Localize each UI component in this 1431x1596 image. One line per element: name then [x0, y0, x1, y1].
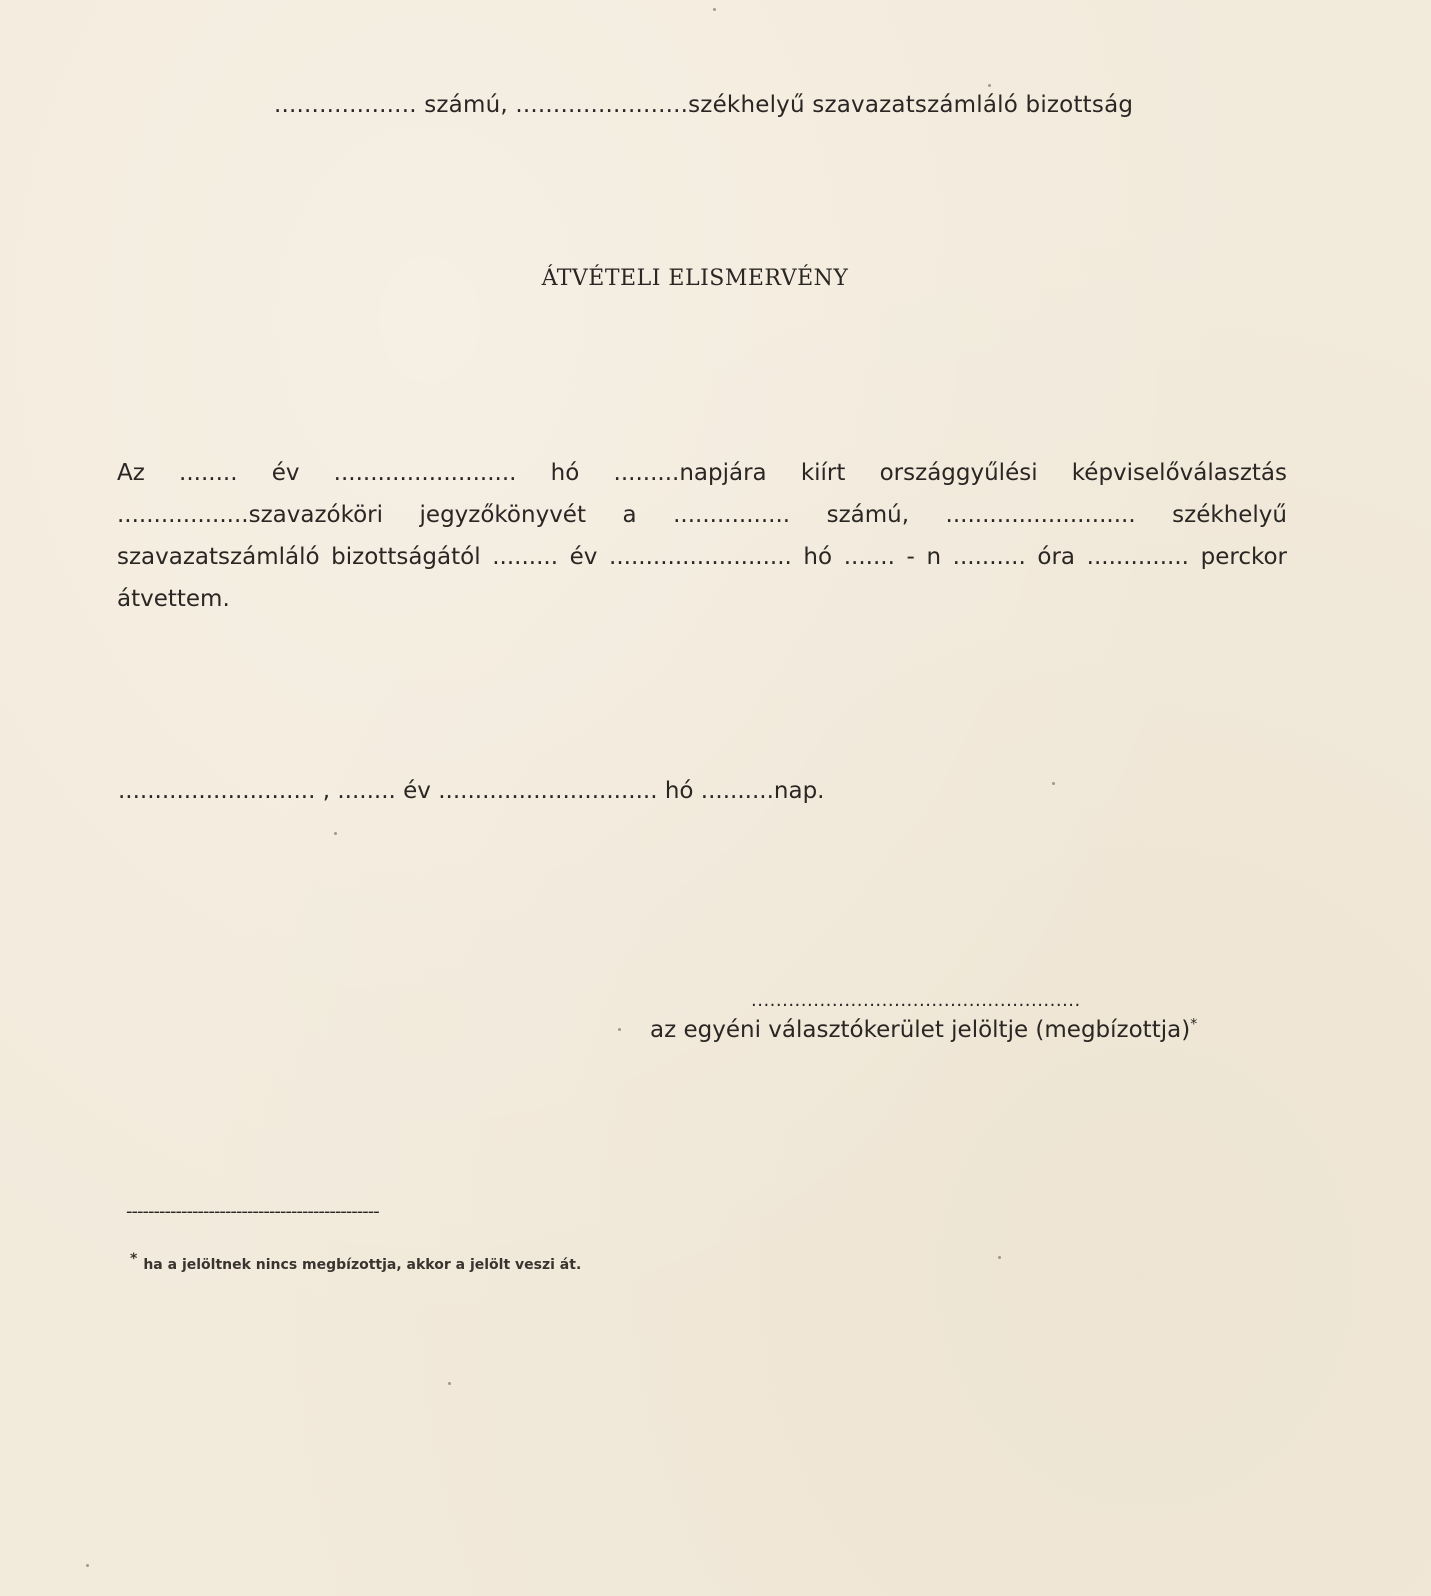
date-line: ........................... , ........ év .............................. hó ..........nap.: [118, 778, 825, 804]
document-title: ÁTVÉTELI ELISMERVÉNY: [541, 266, 849, 291]
footnote: [130, 1251, 582, 1273]
committee-header-line: ................... számú, .......................székhelyű szavazatszámláló bizottság: [274, 92, 1134, 118]
paper-speck: [988, 84, 991, 87]
footnote-text: ha a jelöltnek nincs megbízottja, akkor a jelölt veszi át.: [143, 1257, 582, 1273]
footnote-separator: ----------------------------------------------: [126, 1201, 379, 1222]
paper-speck: [448, 1382, 451, 1385]
footnote-mark: *: [130, 1251, 138, 1268]
paper-speck: [1052, 782, 1055, 785]
paper-speck: [713, 8, 716, 11]
footnote-reference-mark: *: [1190, 1016, 1198, 1033]
signature-line: .....................................................: [751, 990, 1081, 1011]
paper-speck: [334, 832, 337, 835]
paper-speck: [86, 1564, 89, 1567]
signature-label: [650, 1017, 1197, 1043]
paper-speck: [998, 1256, 1001, 1259]
signature-label-text: az egyéni választókerület jelöltje (megbízottja): [650, 1017, 1191, 1043]
body-paragraph: Az ........ év ......................... hó .........napjára kiírt országgyűlési képviselőválasztás ..................szavazóköri jegyzőkönyvét a ................ számú, .......................... székhelyű szavazatszámláló bizottságától ......... év ......................... hó ....... - n .......... óra .............. perckor átvettem.: [117, 460, 1287, 612]
paper-speck: [618, 1028, 621, 1031]
